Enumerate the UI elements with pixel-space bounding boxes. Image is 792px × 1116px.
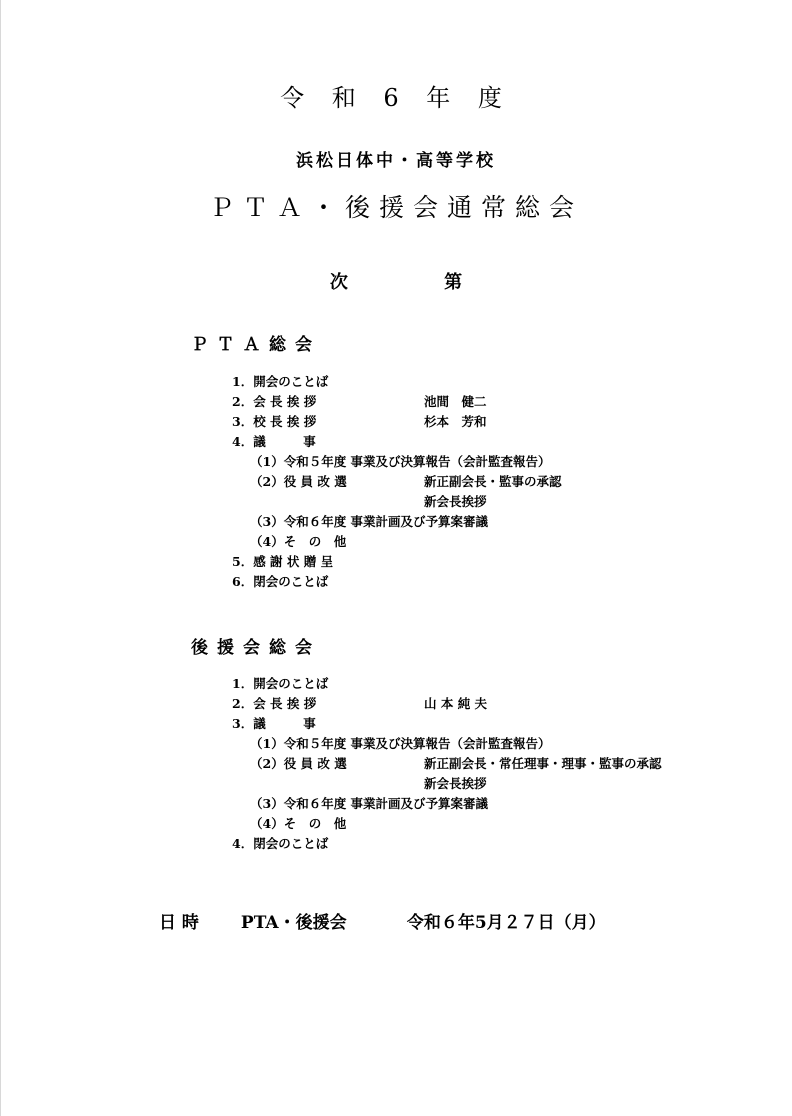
list-item: 4．閉会のことば [232,836,329,851]
subitem-detail: 新会長挨拶 [424,776,487,791]
list-item: 2．会 長 挨 拶 [232,394,317,409]
list-item: 1．開会のことば [232,374,329,389]
supporters-section-title: 後援会総会 [191,638,321,658]
list-subitem: （4）そ の 他 [250,534,347,549]
list-subitem: （3）令和６年度 事業計画及び予算案審議 [250,514,489,529]
list-subitem: （1）令和５年度 事業及び決算報告（会計監査報告） [250,736,551,751]
pta-section-title: ＰＴＡ総会 [191,335,321,355]
speaker-name: 池間 健二 [424,394,487,409]
agenda-heading: 次 第 [329,272,463,293]
meeting-date-line [159,908,606,933]
event-name: PTA・後援会 [240,913,347,933]
school-name: 浜松日体中・高等学校 [296,151,496,171]
speaker-name: 山 本 純 夫 [424,696,488,711]
speaker-name: 杉本 芳和 [424,414,487,429]
list-subitem: （2）役 員 改 選 [250,756,347,771]
list-item: 5．感 謝 状 贈 呈 [232,554,334,569]
fiscal-year-title: 令 和 6 年 度 [280,84,512,112]
list-item: 6．閉会のことば [232,574,329,589]
list-item: 3．議 事 [232,716,316,731]
list-item: 3．校 長 挨 拶 [232,414,317,429]
event-date: 令和６年5月２７日（月） [406,913,606,933]
subitem-detail: 新正副会長・監事の承認 [424,474,562,489]
list-subitem: （1）令和５年度 事業及び決算報告（会計監査報告） [250,454,551,469]
list-item: 4．議 事 [232,434,316,449]
list-item: 2．会 長 挨 拶 [232,696,317,711]
list-subitem: （2）役 員 改 選 [250,474,347,489]
subitem-detail: 新正副会長・常任理事・理事・監事の承認 [424,756,662,771]
meeting-title: ＰＴＡ・後援会通常総会 [208,193,583,222]
list-item: 1．開会のことば [232,676,329,691]
date-label: 日 時 [159,913,199,933]
subitem-detail: 新会長挨拶 [424,494,487,509]
list-subitem: （4）そ の 他 [250,816,347,831]
list-subitem: （3）令和６年度 事業計画及び予算案審議 [250,796,489,811]
